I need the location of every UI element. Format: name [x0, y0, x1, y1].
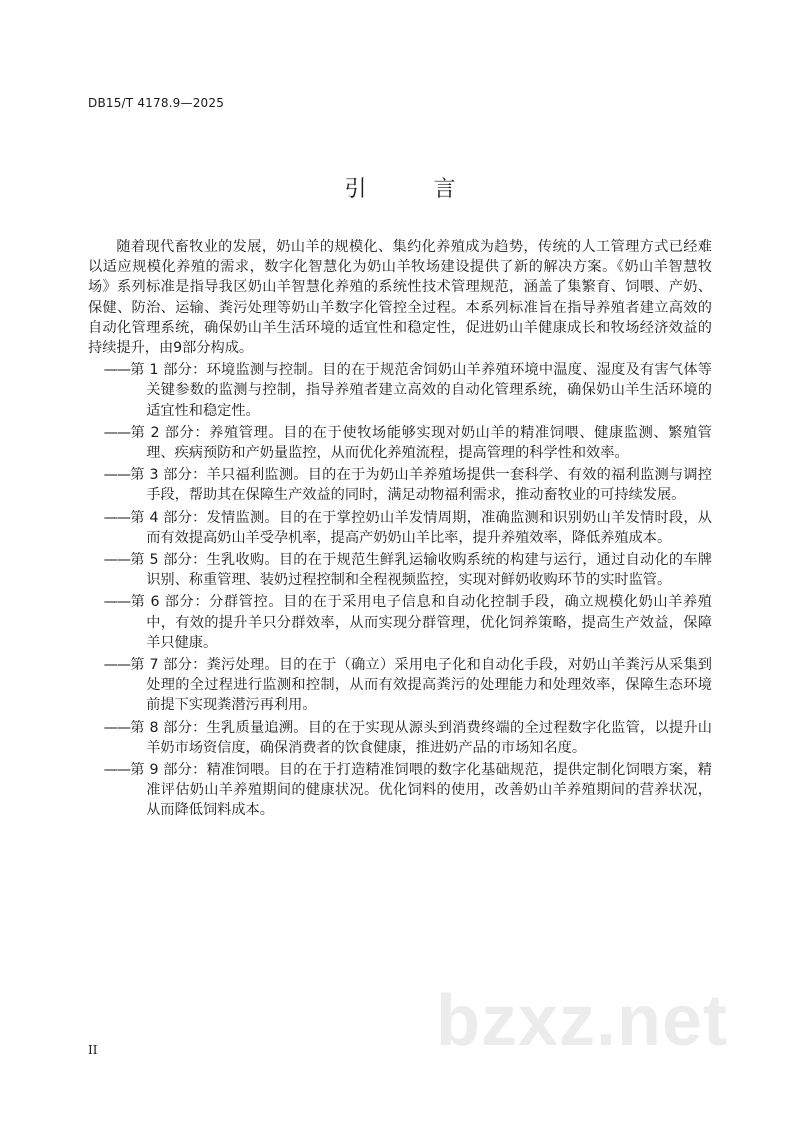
list-dash: —— [103, 762, 130, 779]
standard-code: DB15/T 4178.9—2025 [88, 96, 225, 110]
intro-paragraph: 随着现代畜牧业的发展，奶山羊的规模化、集约化养殖成为趋势，传统的人工管理方式已经难以适应规模化养殖的需求，数字化智慧化为奶山羊牧场建设提供了新的解决方案。《奶山羊智慧牧场》系列标准是指导我区奶山羊智慧化养殖的系统性技术管理规范，涵盖了集繁育、饲喂、产奶、保健、防治、运输、粪污处理等奶山羊数字化管控全过程。本系列标准旨在指导养殖者建立高效的自动化管理系统，确保奶山羊生活环境的适宜性和稳定性，促进奶山羊健康成长和牧场经济效益的持续提升，由9部分构成。 [88, 239, 712, 357]
list-dash: —— [103, 467, 130, 484]
page-number: II [88, 1043, 98, 1057]
list-dash: —— [103, 509, 130, 526]
list-item-text: 第 9 部分：精准饲喂。目的在于打造精准饲喂的数字化基础规范，提供定制化饲喂方案，精准评估奶山羊养殖期间的健康状况。优化饲料的使用，改善奶山羊养殖期间的营养状况，从而降低饲料成本。 [130, 762, 712, 819]
list-item-text: 第 2 部分：养殖管理。目的在于使牧场能够实现对奶山羊的精准饲喂、健康监测、繁殖管理、疾病预防和产奶量监控，从而优化养殖流程，提高管理的科学性和效率。 [130, 424, 712, 462]
list-item-text: 第 1 部分：环境监测与控制。目的在于规范舍饲奶山羊养殖环境中温度、湿度及有害气体等关键参数的监测与控制，指导养殖者建立高效的自动化管理系统，确保奶山羊生活环境的适宜性和稳定性。 [130, 362, 712, 419]
list-item-part-8 [88, 718, 712, 758]
introduction-body [88, 237, 712, 821]
list-item-text: 第 6 部分：分群管控。目的在于采用电子信息和自动化控制手段，确立规模化奶山羊养殖中，有效的提升羊只分群效率，从而实现分群管理，优化饲养策略，提高生产效益，保障羊只健康。 [130, 594, 712, 651]
list-dash: —— [103, 657, 130, 674]
list-dash: —— [103, 719, 130, 736]
list-item-part-9 [88, 760, 712, 821]
list-item-text: 第 5 部分：生乳收购。目的在于规范生鲜乳运输收购系统的构建与运行，通过自动化的车牌识别、称重管理、装奶过程控制和全程视频监控，实现对鲜奶收购环节的实时监管。 [130, 552, 712, 589]
list-item-part-7 [88, 655, 712, 716]
list-item-part-3 [88, 465, 712, 505]
watermark: bzxz.net [435, 981, 728, 1061]
list-item-text: 第 7 部分：粪污处理。目的在于（确立）采用电子化和自动化手段，对奶山羊粪污从采集到处理的全过程进行监测和控制，从而有效提高粪污的处理能力和处理效率，保障生态环境前提下实现粪潜污再利用。 [130, 657, 712, 714]
list-dash: —— [103, 552, 130, 569]
list-item-text: 第 3 部分：羊只福利监测。目的在于为奶山羊养殖场提供一套科学、有效的福利监测与调控手段，帮助其在保障生产效益的同时，满足动物福利需求，推动畜牧业的可持续发展。 [130, 467, 712, 504]
list-item-part-4 [88, 508, 712, 548]
list-item-part-5 [88, 550, 712, 590]
list-item-text: 第 4 部分：发情监测。目的在于掌控奶山羊发情周期，准确监测和识别奶山羊发情时段，从而有效提高奶山羊受孕机率，提高产奶奶山羊比率，提升养殖效率，降低养殖成本。 [130, 509, 712, 546]
list-dash: —— [103, 362, 130, 379]
list-item-part-1 [88, 360, 712, 421]
page-title: 引 言 [344, 177, 486, 202]
list-item-part-6 [88, 592, 712, 653]
list-item-part-2 [88, 423, 712, 463]
list-dash: —— [103, 424, 130, 441]
list-dash: —— [103, 594, 130, 611]
list-item-text: 第 8 部分：生乳质量追溯。目的在于实现从源头到消费终端的全过程数字化监管，以提升山羊奶市场资信度，确保消费者的饮食健康，推进奶产品的市场知名度。 [130, 719, 712, 756]
